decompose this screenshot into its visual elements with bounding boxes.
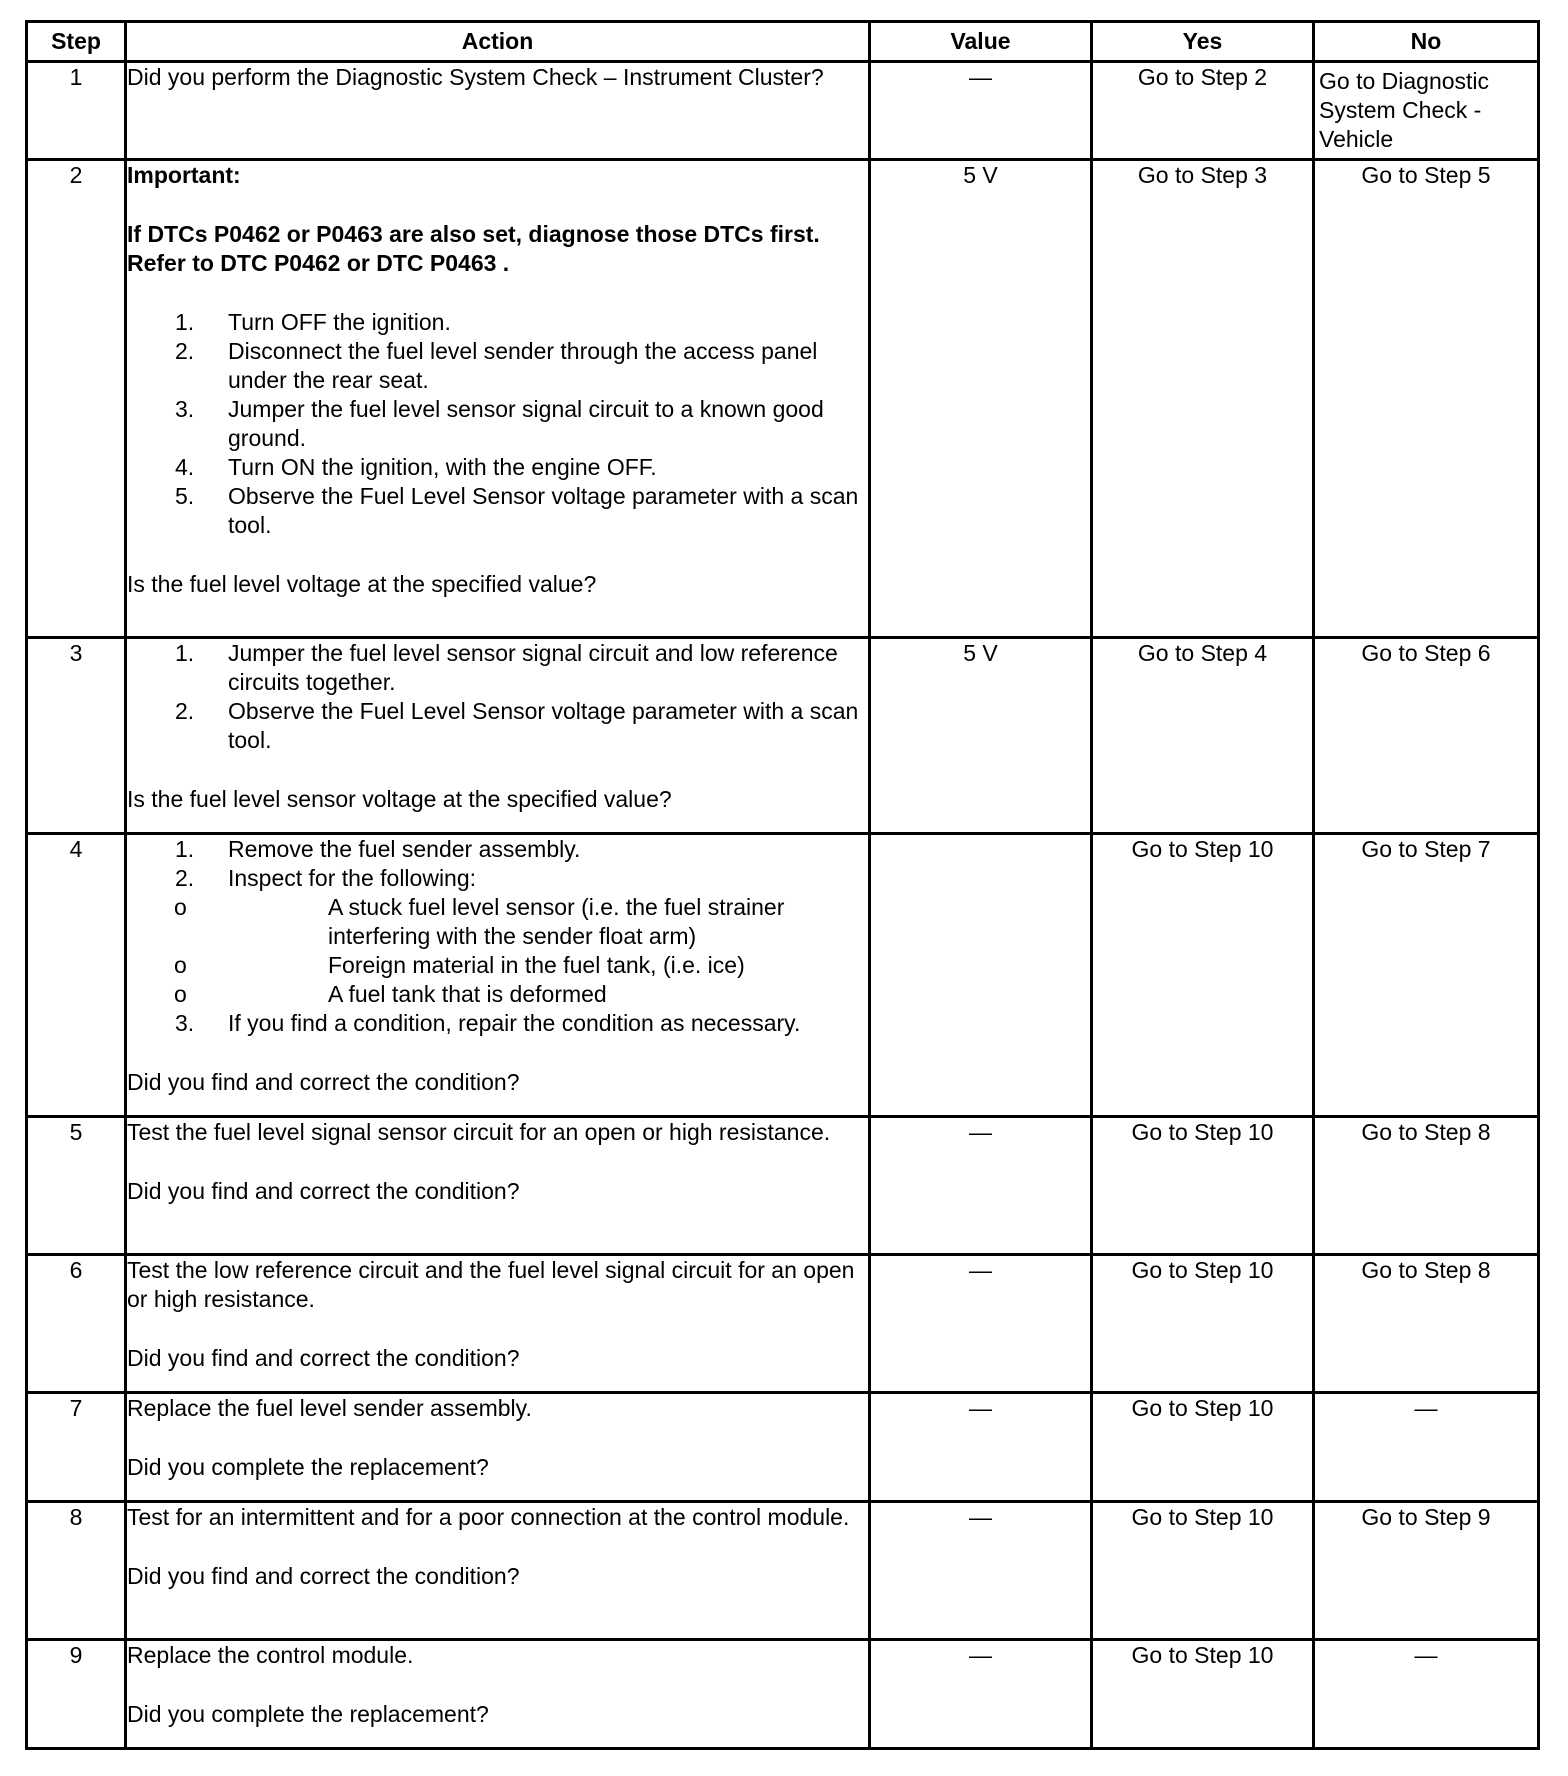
value-cell: 5 V <box>870 638 1092 834</box>
action-steps-list <box>127 639 868 755</box>
value-cell: — <box>870 1640 1092 1749</box>
step-number: 5 <box>27 1117 126 1255</box>
step-number: 8 <box>27 1502 126 1640</box>
table-row-step-8 <box>27 1502 1539 1640</box>
action-cell <box>126 1640 870 1749</box>
table-row-step-2 <box>27 160 1539 638</box>
action-question: Did you find and correct the condition? <box>127 1178 520 1204</box>
value-cell <box>870 834 1092 1117</box>
yes-cell: Go to Step 10 <box>1092 1502 1314 1640</box>
action-cell <box>126 638 870 834</box>
list-text: Inspect for the following: <box>228 865 477 891</box>
yes-cell: Go to Step 4 <box>1092 638 1314 834</box>
yes-cell: Go to Step 2 <box>1092 62 1314 160</box>
value-cell: 5 V <box>870 160 1092 638</box>
action-question: Did you find and correct the condition? <box>127 1345 520 1371</box>
action-text: Replace the control module. <box>127 1642 414 1668</box>
action-cell <box>126 834 870 1117</box>
no-line: Go to Diagnostic <box>1319 68 1490 94</box>
header-yes: Yes <box>1092 22 1314 62</box>
action-text: Replace the fuel level sender assembly. <box>127 1395 532 1421</box>
list-number: 3. <box>175 396 195 422</box>
action-question: Did you complete the replacement? <box>127 1454 489 1480</box>
list-text: Turn ON the ignition, with the engine OFF. <box>228 454 657 480</box>
action-cell <box>126 62 870 160</box>
step-number: 3 <box>27 638 126 834</box>
inspection-sublist <box>174 893 868 1009</box>
action-cell <box>126 1255 870 1393</box>
list-text: Disconnect the fuel level sender through the access panel under the rear seat. <box>228 338 818 393</box>
list-number: 1. <box>175 309 195 335</box>
list-number: 2. <box>175 338 195 364</box>
step-number: 9 <box>27 1640 126 1749</box>
sublist-item <box>174 980 868 1009</box>
action-steps-list <box>127 308 868 540</box>
list-text: If you find a condition, repair the condition as necessary. <box>228 1010 801 1036</box>
list-item <box>127 395 868 453</box>
important-label: Important: <box>127 162 241 188</box>
step-number: 2 <box>27 160 126 638</box>
list-item <box>127 864 868 1009</box>
list-item <box>127 1009 868 1038</box>
sublist-text: A fuel tank that is deformed <box>328 981 607 1007</box>
header-value: Value <box>870 22 1092 62</box>
bullet-icon: o <box>174 981 187 1007</box>
list-item <box>127 482 868 540</box>
header-action: Action <box>126 22 870 62</box>
value-cell: — <box>870 62 1092 160</box>
list-item <box>127 453 868 482</box>
action-text: Test the fuel level signal sensor circuit for an open or high resistance. <box>127 1119 831 1145</box>
list-number: 1. <box>175 836 195 862</box>
yes-cell: Go to Step 10 <box>1092 1640 1314 1749</box>
list-text: Remove the fuel sender assembly. <box>228 836 581 862</box>
action-cell <box>126 1502 870 1640</box>
no-line: Vehicle <box>1319 126 1394 152</box>
yes-cell: Go to Step 3 <box>1092 160 1314 638</box>
list-number: 2. <box>175 698 195 724</box>
table-row-step-1 <box>27 62 1539 160</box>
value-cell: — <box>870 1117 1092 1255</box>
no-cell: Go to Step 8 <box>1314 1255 1539 1393</box>
action-question: Is the fuel level sensor voltage at the specified value? <box>127 786 672 812</box>
sublist-text: A stuck fuel level sensor (i.e. the fuel strainer interfering with the sender float arm) <box>328 894 785 949</box>
action-question: Did you find and correct the condition? <box>127 1563 520 1589</box>
action-cell <box>126 1393 870 1502</box>
action-text: Test for an intermittent and for a poor connection at the control module. <box>127 1504 850 1530</box>
no-line: System Check - <box>1319 97 1482 123</box>
action-steps-list <box>127 835 868 1038</box>
no-cell: Go to Step 5 <box>1314 160 1539 638</box>
value-cell: — <box>870 1255 1092 1393</box>
action-cell <box>126 1117 870 1255</box>
list-item <box>127 835 868 864</box>
list-text: Observe the Fuel Level Sensor voltage parameter with a scan tool. <box>228 698 859 753</box>
list-number: 5. <box>175 483 195 509</box>
list-text: Jumper the fuel level sensor signal circuit to a known good ground. <box>228 396 824 451</box>
list-text: Observe the Fuel Level Sensor voltage parameter with a scan tool. <box>228 483 859 538</box>
header-step: Step <box>27 22 126 62</box>
sublist-item <box>174 951 868 980</box>
bullet-icon: o <box>174 894 187 920</box>
list-text: Turn OFF the ignition. <box>228 309 451 335</box>
table-row-step-9 <box>27 1640 1539 1749</box>
list-item <box>127 308 868 337</box>
table-row-step-3 <box>27 638 1539 834</box>
header-no: No <box>1314 22 1539 62</box>
table-row-step-4 <box>27 834 1539 1117</box>
no-cell <box>1314 62 1539 160</box>
sublist-text: Foreign material in the fuel tank, (i.e. ice) <box>328 952 745 978</box>
no-cell: Go to Step 9 <box>1314 1502 1539 1640</box>
step-number: 1 <box>27 62 126 160</box>
yes-cell: Go to Step 10 <box>1092 834 1314 1117</box>
bullet-icon: o <box>174 952 187 978</box>
no-cell: — <box>1314 1640 1539 1749</box>
no-cell: Go to Step 7 <box>1314 834 1539 1117</box>
no-cell: — <box>1314 1393 1539 1502</box>
yes-cell: Go to Step 10 <box>1092 1117 1314 1255</box>
value-cell: — <box>870 1502 1092 1640</box>
table-row-step-7 <box>27 1393 1539 1502</box>
action-cell <box>126 160 870 638</box>
important-text: If DTCs P0462 or P0463 are also set, diagnose those DTCs first. Refer to DTC P0462 or DTC P0463 . <box>127 221 820 276</box>
action-question: Did you find and correct the condition? <box>127 1069 520 1095</box>
list-number: 4. <box>175 454 195 480</box>
list-text: Jumper the fuel level sensor signal circuit and low reference circuits together. <box>228 640 838 695</box>
step-number: 7 <box>27 1393 126 1502</box>
action-question: Is the fuel level voltage at the specified value? <box>127 571 597 597</box>
yes-cell: Go to Step 10 <box>1092 1255 1314 1393</box>
step-number: 6 <box>27 1255 126 1393</box>
list-item <box>127 337 868 395</box>
step-number: 4 <box>27 834 126 1117</box>
yes-cell: Go to Step 10 <box>1092 1393 1314 1502</box>
list-item <box>127 639 868 697</box>
diagnostic-table <box>25 20 1540 1750</box>
list-item <box>127 697 868 755</box>
action-text: Test the low reference circuit and the fuel level signal circuit for an open or high resistance. <box>127 1257 855 1312</box>
no-cell: Go to Step 6 <box>1314 638 1539 834</box>
table-row-step-6 <box>27 1255 1539 1393</box>
action-text: Did you perform the Diagnostic System Check – Instrument Cluster? <box>127 64 824 90</box>
header-row <box>27 22 1539 62</box>
list-number: 3. <box>175 1010 195 1036</box>
list-number: 2. <box>175 865 195 891</box>
list-number: 1. <box>175 640 195 666</box>
value-cell: — <box>870 1393 1092 1502</box>
sublist-item <box>174 893 868 951</box>
no-cell: Go to Step 8 <box>1314 1117 1539 1255</box>
action-question: Did you complete the replacement? <box>127 1701 489 1727</box>
table-row-step-5 <box>27 1117 1539 1255</box>
